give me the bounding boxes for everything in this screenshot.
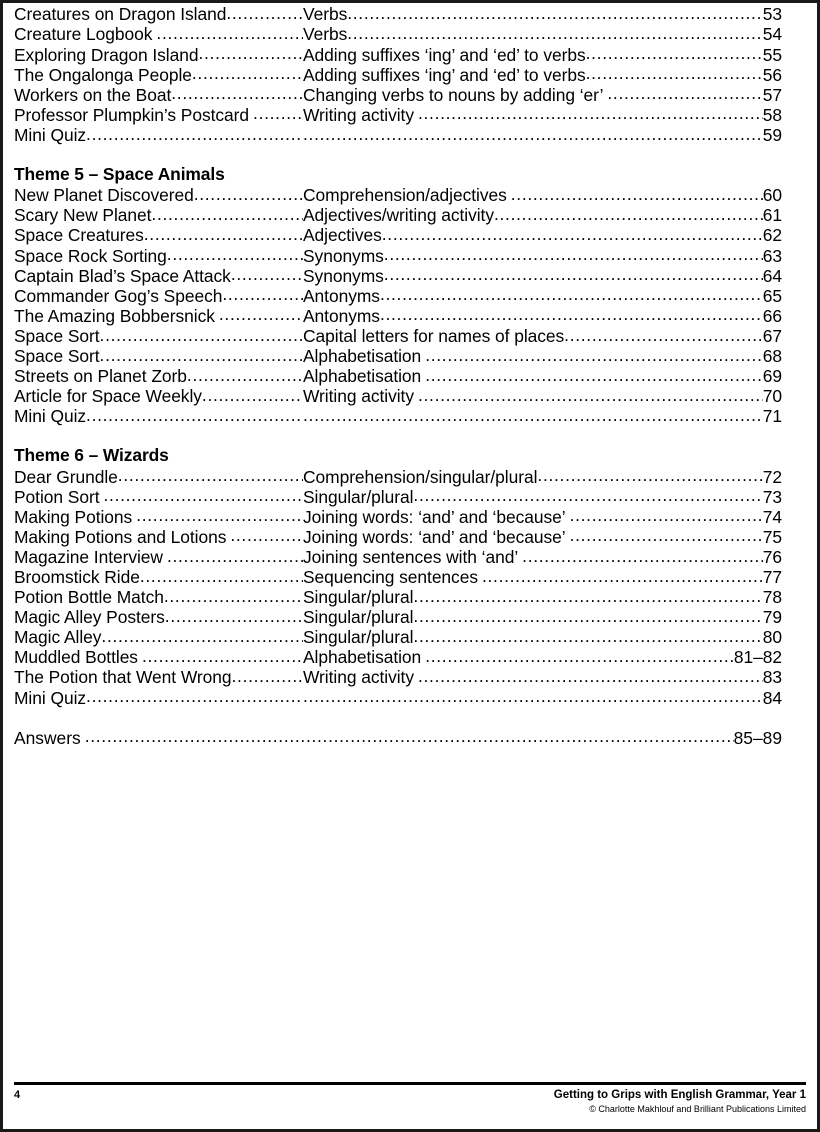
table-row — [14, 566, 782, 586]
toc-entry-title: Space Creatures — [14, 225, 144, 246]
dot-leader — [187, 365, 303, 382]
footer-copyright: © Charlotte Makhlouf and Brilliant Publications Limited — [589, 1104, 806, 1114]
toc-entry-page: 75 — [762, 526, 782, 547]
toc-entry-topic-cell — [303, 244, 782, 265]
toc-entry-topic: Synonyms — [303, 265, 384, 286]
toc-entry-title: Answers — [14, 727, 81, 748]
toc-entry-page: 68 — [762, 345, 782, 366]
dot-leader — [118, 465, 303, 482]
dot-leader — [413, 606, 762, 623]
toc-entry-page: 67 — [762, 325, 782, 346]
toc-entry-title-cell — [14, 23, 303, 44]
dot-leader — [167, 244, 303, 261]
toc-entry-topic-cell — [303, 385, 782, 406]
toc-entry-page: 55 — [762, 44, 782, 65]
toc-entry-topic-cell — [303, 485, 782, 506]
toc-entry-page: 73 — [762, 486, 782, 507]
toc-entry-topic: Singular/plural — [303, 607, 414, 628]
toc-entry-title-cell — [14, 43, 303, 64]
toc-entry-title: Magic Alley — [14, 627, 102, 648]
dot-leader — [425, 345, 763, 362]
toc-entry-title-cell — [14, 244, 303, 265]
toc-entry-title-cell — [14, 204, 303, 225]
table-row — [14, 63, 782, 83]
table-row — [14, 3, 782, 23]
toc-entry-topic: Joining sentences with ‘and’ — [303, 546, 519, 567]
toc-entry-title-cell — [14, 626, 303, 647]
toc-entry-topic-cell — [303, 284, 782, 305]
dot-leader — [537, 465, 762, 482]
toc-entry-title-cell — [14, 304, 303, 325]
toc-entry-title: Dear Grundle — [14, 466, 118, 487]
toc-entry-title: Commander Gog’s Speech — [14, 285, 223, 306]
toc-entry-title: Magazine Interview — [14, 546, 163, 567]
dot-leader — [202, 385, 303, 402]
table-row — [14, 103, 782, 123]
dot-leader — [140, 566, 303, 583]
toc-entry-page: 70 — [762, 386, 782, 407]
dot-leader — [194, 184, 303, 201]
toc-entry-topic: Adding suffixes ‘ing’ and ‘ed’ to verbs — [303, 44, 586, 65]
toc-entry-title: Scary New Planet — [14, 205, 152, 226]
table-row — [14, 345, 782, 365]
footer-book-title: Getting to Grips with English Grammar, Year 1 — [553, 1089, 806, 1101]
toc-entry-topic: Singular/plural — [303, 486, 414, 507]
dot-leader — [570, 525, 763, 542]
toc-entry-title: Exploring Dragon Island — [14, 44, 199, 65]
toc-entry-topic-cell — [303, 23, 782, 44]
dot-leader — [303, 124, 763, 141]
toc-entry-title-cell — [14, 365, 303, 386]
dot-leader — [100, 345, 303, 362]
table-row — [14, 525, 782, 545]
toc-entry-title-cell — [14, 3, 303, 24]
toc-entry-topic: Joining words: ‘and’ and ‘because’ — [303, 526, 566, 547]
dot-leader — [384, 244, 763, 261]
dot-leader — [136, 505, 303, 522]
dot-leader — [586, 43, 763, 60]
dot-leader — [86, 686, 303, 703]
toc-entry-topic-cell — [303, 204, 782, 225]
toc-entry-title-cell — [14, 586, 303, 607]
dot-leader — [380, 284, 763, 301]
toc-entry-title-cell — [14, 405, 303, 426]
dot-leader — [303, 405, 763, 422]
table-row — [14, 325, 782, 345]
table-row — [14, 686, 782, 706]
toc-entry-title: Muddled Bottles — [14, 647, 138, 668]
toc-entry-topic-cell — [303, 606, 782, 627]
dot-leader — [482, 566, 763, 583]
toc-entry-title: Making Potions — [14, 506, 133, 527]
section-spacer — [14, 706, 782, 726]
toc-entry-title-cell — [14, 83, 303, 104]
toc-entry-topic: Verbs — [303, 24, 348, 45]
toc-entry-topic-cell — [303, 184, 782, 205]
dot-leader — [231, 264, 303, 281]
footer-page-number: 4 — [14, 1089, 21, 1101]
toc-entry-title-cell — [14, 666, 303, 687]
dot-leader — [165, 606, 303, 623]
toc-entry-title-cell — [14, 485, 303, 506]
toc-entry-page: 66 — [762, 305, 782, 326]
table-row — [14, 224, 782, 244]
toc-entry-title-cell — [14, 124, 303, 145]
dot-leader — [85, 726, 734, 743]
dot-leader — [586, 63, 763, 80]
toc-entry-topic-cell — [303, 304, 782, 325]
toc-entry-page: 62 — [762, 225, 782, 246]
toc-entry-title-cell — [14, 345, 303, 366]
toc-entry-topic-cell — [303, 405, 782, 426]
table-row — [14, 546, 782, 566]
page-footer — [14, 1082, 806, 1116]
dot-leader — [230, 525, 303, 542]
table-row — [14, 465, 782, 485]
table-row — [14, 505, 782, 525]
dot-leader — [564, 325, 763, 342]
dot-leader — [232, 666, 304, 683]
toc-entry-title-cell — [14, 686, 303, 707]
dot-leader — [219, 304, 303, 321]
toc-entry-page: 76 — [762, 546, 782, 567]
table-row — [14, 43, 782, 63]
theme6-heading: Theme 6 – Wizards — [14, 445, 169, 466]
table-row — [14, 264, 782, 284]
toc-entry-page: 84 — [762, 687, 782, 708]
toc-entry-page: 71 — [762, 406, 782, 427]
toc-entry-topic: Singular/plural — [303, 627, 414, 648]
toc-entry-topic: Synonyms — [303, 245, 384, 266]
toc-entry-title-cell — [14, 465, 303, 486]
dot-leader — [303, 686, 763, 703]
dot-leader — [100, 325, 303, 342]
dot-leader — [418, 666, 763, 683]
toc-entry-page: 59 — [762, 124, 782, 145]
toc-entry-topic: Joining words: ‘and’ and ‘because’ — [303, 506, 566, 527]
toc-entry-title: Article for Space Weekly — [14, 386, 202, 407]
table-row — [14, 385, 782, 405]
toc-entry-topic-cell — [303, 103, 782, 124]
dot-leader — [86, 405, 303, 422]
table-row — [14, 485, 782, 505]
toc-entry-page: 69 — [762, 366, 782, 387]
toc-entry-title-cell — [14, 546, 303, 567]
dot-leader — [413, 626, 762, 643]
table-row — [14, 646, 782, 666]
dot-leader — [494, 204, 763, 221]
contents-list — [14, 3, 782, 746]
toc-entry-page: 83 — [762, 667, 782, 688]
toc-entry-title: Mini Quiz — [14, 687, 87, 708]
dot-leader — [226, 3, 303, 20]
toc-entry-topic: Writing activity — [303, 386, 414, 407]
toc-entry-title-cell — [14, 184, 303, 205]
dot-leader — [86, 124, 303, 141]
toc-entry-title-cell — [14, 385, 303, 406]
table-row — [14, 204, 782, 224]
table-row — [14, 586, 782, 606]
dot-leader — [192, 63, 303, 80]
toc-entry-page: 58 — [762, 104, 782, 125]
dot-leader — [380, 304, 763, 321]
dot-leader — [425, 646, 734, 663]
toc-entry-topic-cell — [303, 525, 782, 546]
dot-leader — [511, 184, 763, 201]
toc-entry-topic: Capital letters for names of places — [303, 325, 565, 346]
toc-entry-title-cell — [14, 606, 303, 627]
table-row — [14, 83, 782, 103]
toc-entry-page: 65 — [762, 285, 782, 306]
toc-entry-page: 80 — [762, 627, 782, 648]
toc-entry-topic: Adjectives/writing activity — [303, 205, 494, 226]
toc-entry-title-cell — [14, 325, 303, 346]
section-spacer — [14, 144, 782, 164]
toc-entry-topic: Alphabetisation — [303, 366, 422, 387]
toc-entry-topic: Comprehension/singular/plural — [303, 466, 538, 487]
table-row — [14, 244, 782, 264]
toc-entry-title: Mini Quiz — [14, 124, 87, 145]
dot-leader — [570, 505, 763, 522]
toc-entry-title-cell — [14, 646, 303, 667]
toc-entry-title: Workers on the Boat — [14, 84, 172, 105]
toc-entry-title: Creature Logbook — [14, 24, 153, 45]
toc-entry-title: Captain Blad’s Space Attack — [14, 265, 231, 286]
toc-entry-topic: Singular/plural — [303, 587, 414, 608]
toc-entry-title: Potion Sort — [14, 486, 100, 507]
toc-entry-page: 54 — [762, 24, 782, 45]
toc-entry-topic: Changing verbs to nouns by adding ‘er’ — [303, 84, 604, 105]
dot-leader — [347, 3, 763, 20]
toc-entry-topic: Antonyms — [303, 285, 380, 306]
toc-entry-topic-cell — [303, 224, 782, 245]
toc-entry-topic-cell — [303, 345, 782, 366]
toc-entry-topic-cell — [303, 586, 782, 607]
toc-entry-topic: Comprehension/adjectives — [303, 185, 507, 206]
dot-leader — [384, 264, 763, 281]
toc-entry-page: 53 — [762, 4, 782, 25]
toc-entry-page: 81–82 — [733, 647, 782, 668]
dot-leader — [156, 23, 303, 40]
dot-leader — [198, 43, 303, 60]
dot-leader — [144, 224, 303, 241]
table-row — [14, 405, 782, 425]
theme5-heading: Theme 5 – Space Animals — [14, 163, 225, 184]
toc-entry-topic: Antonyms — [303, 305, 380, 326]
toc-entry-title: Broomstick Ride — [14, 567, 140, 588]
toc-entry-title-cell — [14, 264, 303, 285]
table-row — [14, 23, 782, 43]
table-row — [14, 606, 782, 626]
toc-entry-title: The Potion that Went Wrong — [14, 667, 232, 688]
footer-attribution — [554, 1088, 806, 1115]
dot-leader — [167, 546, 303, 563]
toc-entry-topic: Alphabetisation — [303, 647, 422, 668]
table-row — [14, 666, 782, 686]
toc-entry-topic-cell — [303, 325, 782, 346]
toc-entry-page: 56 — [762, 64, 782, 85]
dot-leader — [151, 204, 303, 221]
toc-entry-page: 64 — [762, 265, 782, 286]
toc-entry-topic-cell — [303, 546, 782, 567]
toc-entry-title-cell — [14, 103, 303, 124]
dot-leader — [101, 626, 303, 643]
toc-entry-topic-cell — [303, 626, 782, 647]
toc-entry-topic-cell — [303, 43, 782, 64]
toc-entry-topic: Verbs — [303, 4, 348, 25]
dot-leader — [347, 23, 763, 40]
toc-entry-title-cell — [14, 505, 303, 526]
dot-leader — [171, 83, 303, 100]
table-row — [14, 124, 782, 144]
toc-entry-title: Space Sort — [14, 325, 100, 346]
toc-entry-topic-cell — [303, 63, 782, 84]
toc-entry-page: 63 — [762, 245, 782, 266]
toc-entry-topic: Sequencing sentences — [303, 567, 478, 588]
toc-entry-title: Professor Plumpkin’s Postcard — [14, 104, 250, 125]
toc-entry-topic-cell — [303, 686, 782, 707]
toc-entry-title-cell — [14, 63, 303, 84]
dot-leader — [142, 646, 303, 663]
toc-entry-title-cell — [14, 224, 303, 245]
toc-entry-page: 60 — [762, 185, 782, 206]
table-row — [14, 304, 782, 324]
toc-entry-title: Creatures on Dragon Island — [14, 4, 227, 25]
toc-section-theme6 — [14, 445, 782, 706]
toc-section-theme5 — [14, 164, 782, 425]
toc-entry-page: 85–89 — [733, 727, 782, 748]
dot-leader — [418, 103, 763, 120]
toc-entry-title: New Planet Discovered — [14, 185, 194, 206]
toc-entry-title-cell — [14, 284, 303, 305]
footer-divider — [14, 1082, 806, 1086]
dot-leader — [164, 586, 303, 603]
toc-entry-page: 72 — [762, 466, 782, 487]
toc-section-theme4-continued — [14, 3, 782, 144]
dot-leader — [607, 83, 762, 100]
toc-entry-title: Space Rock Sorting — [14, 245, 167, 266]
toc-entry-page: 57 — [762, 84, 782, 105]
toc-entry-title: The Ongalonga People — [14, 64, 192, 85]
toc-entry-topic-cell — [303, 465, 782, 486]
toc-entry-answers — [14, 726, 782, 746]
footer-content — [14, 1088, 806, 1115]
toc-entry-title-cell — [14, 566, 303, 587]
toc-entry-page: 78 — [762, 587, 782, 608]
toc-entry-topic-cell — [303, 365, 782, 386]
toc-entry-title: Magic Alley Posters — [14, 607, 165, 628]
table-row — [14, 626, 782, 646]
toc-entry-title: Streets on Planet Zorb — [14, 366, 187, 387]
toc-entry-topic-cell — [303, 646, 782, 667]
dot-leader — [253, 103, 303, 120]
toc-entry-topic-cell — [303, 666, 782, 687]
dot-leader — [382, 224, 763, 241]
toc-entry-title: Making Potions and Lotions — [14, 526, 227, 547]
dot-leader — [222, 284, 303, 301]
section-spacer — [14, 425, 782, 445]
dot-leader — [413, 586, 762, 603]
toc-entry-topic-cell — [303, 505, 782, 526]
toc-entry-topic: Writing activity — [303, 667, 414, 688]
dot-leader — [522, 546, 763, 563]
toc-entry-title: Mini Quiz — [14, 406, 87, 427]
toc-entry-topic: Writing activity — [303, 104, 414, 125]
toc-entry-topic-cell — [303, 264, 782, 285]
table-row — [14, 365, 782, 385]
toc-entry-topic-cell — [303, 83, 782, 104]
toc-entry-topic: Adding suffixes ‘ing’ and ‘ed’ to verbs — [303, 64, 586, 85]
toc-entry-title: Space Sort — [14, 345, 100, 366]
toc-entry-title: The Amazing Bobbersnick — [14, 305, 215, 326]
table-row — [14, 184, 782, 204]
toc-entry-topic-cell — [303, 3, 782, 24]
toc-entry-page: 77 — [762, 567, 782, 588]
dot-leader — [413, 485, 762, 502]
toc-entry-topic-cell — [303, 124, 782, 145]
toc-entry-page: 74 — [762, 506, 782, 527]
toc-entry-title-cell — [14, 525, 303, 546]
toc-entry-page: 79 — [762, 607, 782, 628]
toc-entry-topic: Alphabetisation — [303, 345, 422, 366]
table-row — [14, 284, 782, 304]
toc-entry-title: Potion Bottle Match — [14, 587, 164, 608]
toc-entry-topic-cell — [303, 566, 782, 587]
dot-leader — [425, 365, 763, 382]
toc-entry-topic: Adjectives — [303, 225, 382, 246]
dot-leader — [418, 385, 763, 402]
toc-entry-page: 61 — [762, 205, 782, 226]
dot-leader — [104, 485, 304, 502]
